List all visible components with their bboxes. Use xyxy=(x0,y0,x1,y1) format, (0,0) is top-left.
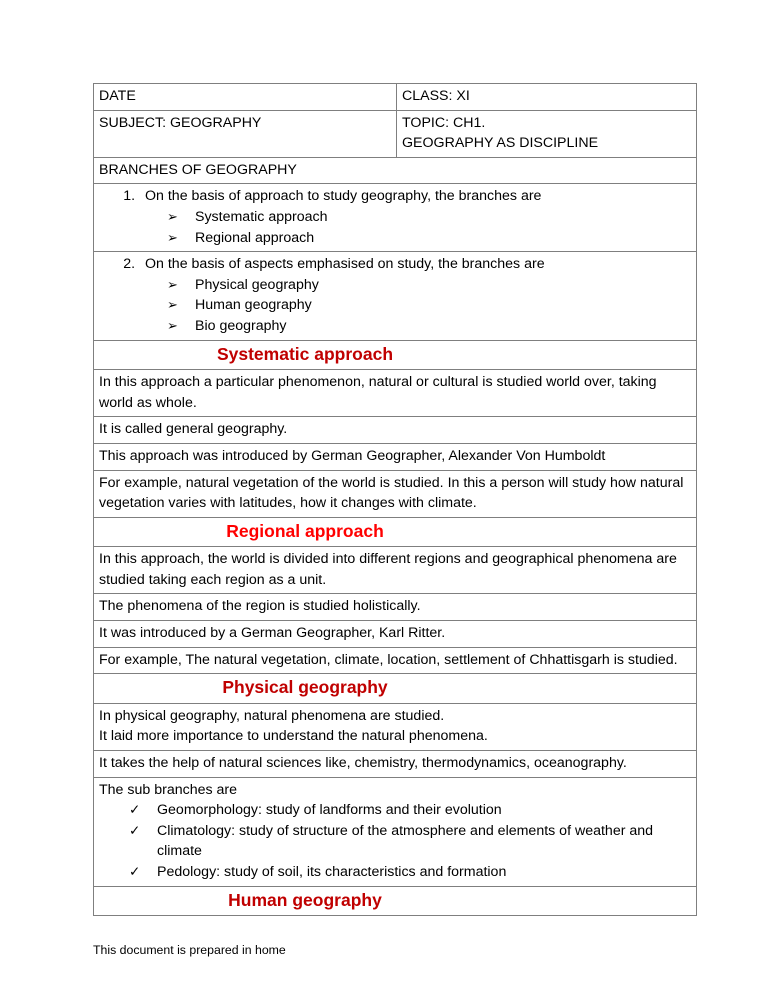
branch-2-ordered-list xyxy=(99,254,691,336)
branch-1-item xyxy=(139,186,691,248)
table-row xyxy=(94,470,697,517)
table-row xyxy=(94,621,697,648)
paragraph-cell: It takes the help of natural sciences like, chemistry, thermodynamics, oceanography. xyxy=(94,751,697,778)
table-row-branch-2 xyxy=(94,252,697,340)
section-heading-systematic-approach: Systematic approach xyxy=(216,343,394,364)
branch-2-text: On the basis of aspects emphasised on study, the branches are xyxy=(145,256,545,273)
list-item: ➢ Physical geography xyxy=(163,275,691,296)
paragraph-cell: The phenomena of the region is studied holistically. xyxy=(94,594,697,621)
branch-2-item xyxy=(139,254,691,336)
geography-notes-table xyxy=(93,83,697,916)
table-row-heading-physical xyxy=(94,674,697,704)
section-heading-regional-approach: Regional approach xyxy=(226,520,384,541)
branch-2-sublist xyxy=(145,275,691,337)
sub-branches-list xyxy=(99,800,691,882)
branches-of-geography-title: BRANCHES OF GEOGRAPHY xyxy=(94,157,697,184)
branch-1-sublist xyxy=(145,207,691,248)
paragraph-cell: This approach was introduced by German Geographer, Alexander Von Humboldt xyxy=(94,443,697,470)
table-row-subject-topic xyxy=(94,110,697,157)
heading-cell-human xyxy=(94,886,697,916)
topic-line-2: GEOGRAPHY AS DISCIPLINE xyxy=(402,135,599,152)
paragraph-cell: For example, The natural vegetation, climate, location, settlement of Chhattisgarh is studied. xyxy=(94,647,697,674)
table-row xyxy=(94,370,697,417)
paragraph-cell xyxy=(94,703,697,750)
heading-cell-systematic xyxy=(94,340,697,370)
subject-cell: SUBJECT: GEOGRAPHY xyxy=(94,110,397,157)
table-row-heading-human xyxy=(94,886,697,916)
table-row xyxy=(94,417,697,444)
topic-cell xyxy=(397,110,697,157)
list-item: ➢ Systematic approach xyxy=(163,207,691,228)
table-row xyxy=(94,443,697,470)
paragraph-line: In physical geography, natural phenomena are studied. xyxy=(99,707,445,724)
heading-cell-regional xyxy=(94,517,697,547)
date-cell: DATE xyxy=(94,84,397,111)
list-item: ➢ Bio geography xyxy=(163,316,691,337)
list-item: ➢ Regional approach xyxy=(163,228,691,249)
section-heading-human-geography: Human geography xyxy=(228,889,382,910)
list-item: ✓ Pedology: study of soil, its characteristics and formation xyxy=(125,862,691,883)
class-cell: CLASS: XI xyxy=(397,84,697,111)
table-row-sub-branches xyxy=(94,777,697,886)
list-item: ✓ Climatology: study of structure of the atmosphere and elements of weather and climate xyxy=(125,821,691,862)
table-row-branches-title xyxy=(94,157,697,184)
paragraph-cell: It is called general geography. xyxy=(94,417,697,444)
table-row xyxy=(94,703,697,750)
sub-branches-intro: The sub branches are xyxy=(99,781,238,798)
table-row-heading-regional xyxy=(94,517,697,547)
list-item: ➢ Human geography xyxy=(163,295,691,316)
table-row xyxy=(94,547,697,594)
paragraph-line: It laid more importance to understand the natural phenomena. xyxy=(99,728,488,745)
branch-1-ordered-list xyxy=(99,186,691,248)
table-row-date-class xyxy=(94,84,697,111)
paragraph-cell: In this approach a particular phenomenon, natural or cultural is studied world over, taking world as whole. xyxy=(94,370,697,417)
paragraph-cell: For example, natural vegetation of the world is studied. In this a person will study how natural vegetation varies with latitudes, how it changes with climate. xyxy=(94,470,697,517)
paragraph-cell: In this approach, the world is divided into different regions and geographical phenomena are studied taking each region as a unit. xyxy=(94,547,697,594)
table-row xyxy=(94,647,697,674)
branch-2-cell xyxy=(94,252,697,340)
heading-cell-physical xyxy=(94,674,697,704)
branch-1-cell xyxy=(94,184,697,252)
section-heading-physical-geography: Physical geography xyxy=(222,677,388,698)
list-item: ✓ Geomorphology: study of landforms and their evolution xyxy=(125,800,691,821)
branch-1-text: On the basis of approach to study geography, the branches are xyxy=(145,188,542,205)
table-row xyxy=(94,594,697,621)
topic-line-1: TOPIC: CH1. xyxy=(402,114,486,131)
paragraph-cell: It was introduced by a German Geographer, Karl Ritter. xyxy=(94,621,697,648)
footer-note: This document is prepared in home xyxy=(93,943,286,958)
table-row xyxy=(94,751,697,778)
sub-branches-cell xyxy=(94,777,697,886)
table-row-heading-systematic xyxy=(94,340,697,370)
table-row-branch-1 xyxy=(94,184,697,252)
